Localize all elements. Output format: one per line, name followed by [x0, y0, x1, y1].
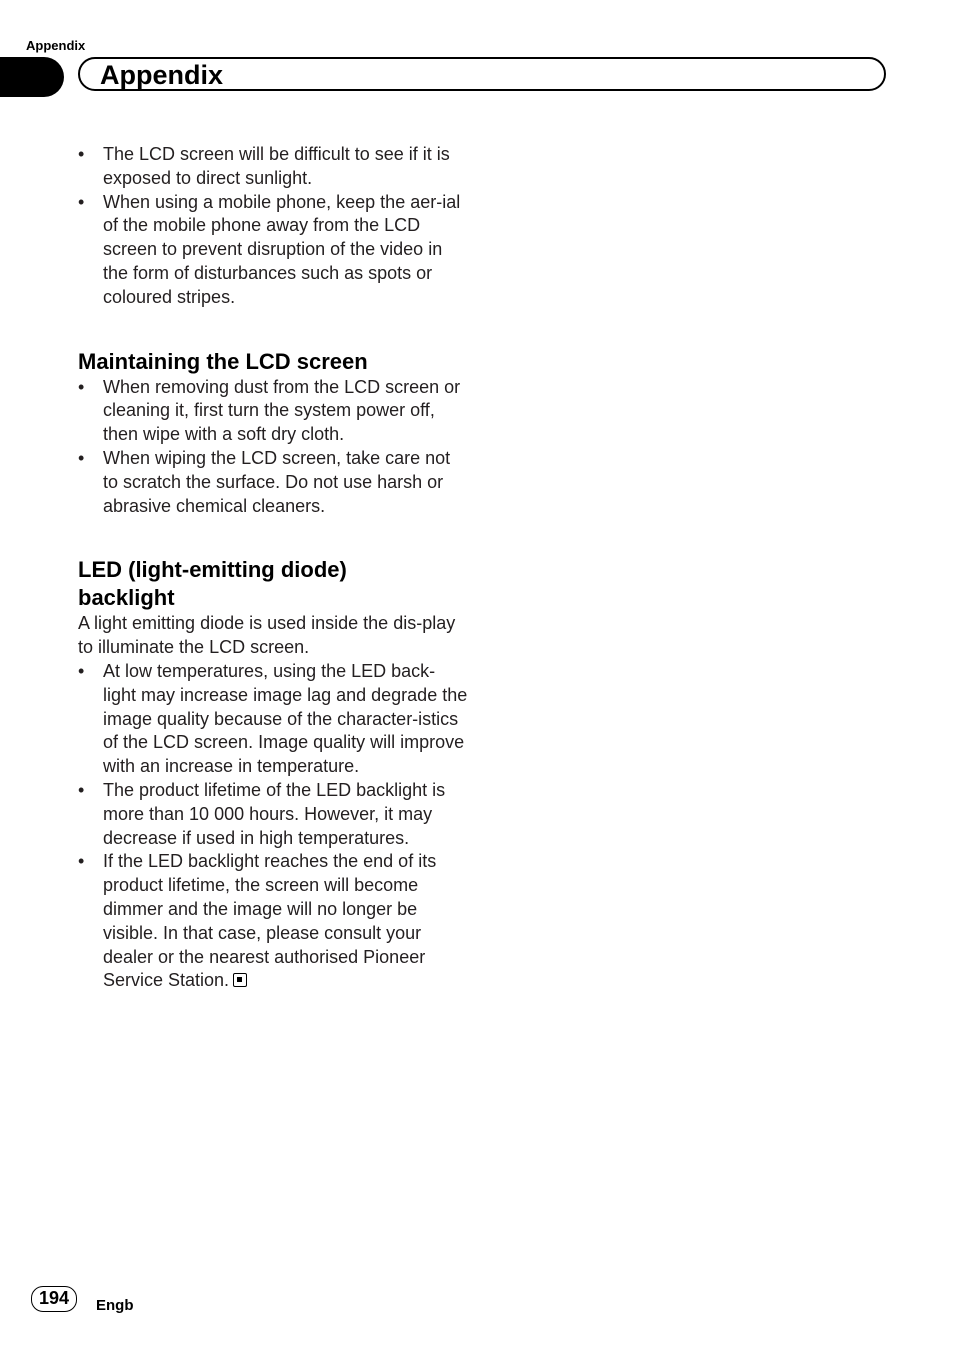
led-intro-paragraph: A light emitting diode is used inside the dis-play to illuminate the LCD screen.: [78, 613, 456, 658]
led-bullet-list: [78, 660, 468, 993]
list-item: [78, 850, 468, 993]
bullet-icon: •: [78, 144, 85, 164]
language-code: Engb: [96, 1297, 134, 1314]
list-item-text: When using a mobile phone, keep the aer-ial of the mobile phone away from the LCD screen to prevent disruption of the video in the form of disturbances such as spots or coloured stripes.: [103, 191, 461, 307]
list-item: [78, 447, 468, 518]
list-item-text: The product lifetime of the LED backlight is more than 10 000 hours. However, it may decrease if used in high temperatures.: [103, 779, 446, 848]
bullet-icon: •: [78, 191, 85, 212]
section-title: Appendix: [100, 60, 224, 90]
bullet-icon: •: [78, 447, 85, 468]
page-number: 194: [31, 1286, 77, 1312]
section-tab: [0, 57, 64, 97]
bullet-icon: •: [78, 376, 85, 397]
running-head: Appendix: [26, 38, 86, 53]
list-item-text: At low temperatures, using the LED back-light may increase image lag and degrade the image quality because of the character-istics of the LCD screen. Image quality will improve with an increase in temperature.: [103, 660, 468, 777]
bullet-icon: •: [78, 779, 85, 800]
maintaining-bullet-list: [78, 376, 468, 519]
bullet-icon: •: [78, 851, 85, 872]
led-heading-line2: backlight: [78, 585, 175, 611]
list-item: [78, 779, 468, 850]
section-banner: [78, 57, 886, 91]
list-item: [78, 660, 468, 779]
end-of-section-icon: [233, 973, 247, 987]
content-column: [78, 143, 468, 993]
list-item: [78, 376, 468, 447]
led-heading-line1: LED (light-emitting diode): [78, 557, 347, 583]
list-item-text: When removing dust from the LCD screen or cleaning it, first turn the system power off, then wipe with a soft dry cloth.: [103, 376, 461, 445]
list-item-text: The LCD screen will be difficult to see if it is exposed to direct sunlight.: [103, 144, 450, 188]
list-item: [78, 191, 468, 310]
maintaining-heading: Maintaining the LCD screen: [78, 348, 368, 374]
intro-bullet-list: [78, 143, 468, 310]
list-item-text: When wiping the LCD screen, take care not to scratch the surface. Do not use harsh or abrasive chemical cleaners.: [103, 447, 451, 516]
list-item: [78, 143, 468, 191]
bullet-icon: •: [78, 660, 85, 681]
list-item-text: If the LED backlight reaches the end of its product lifetime, the screen will become dimmer and the image will no longer be visible. In that case, please consult your dealer or the nearest authorised Pioneer Service Station.: [103, 851, 437, 991]
led-heading: [78, 556, 468, 612]
